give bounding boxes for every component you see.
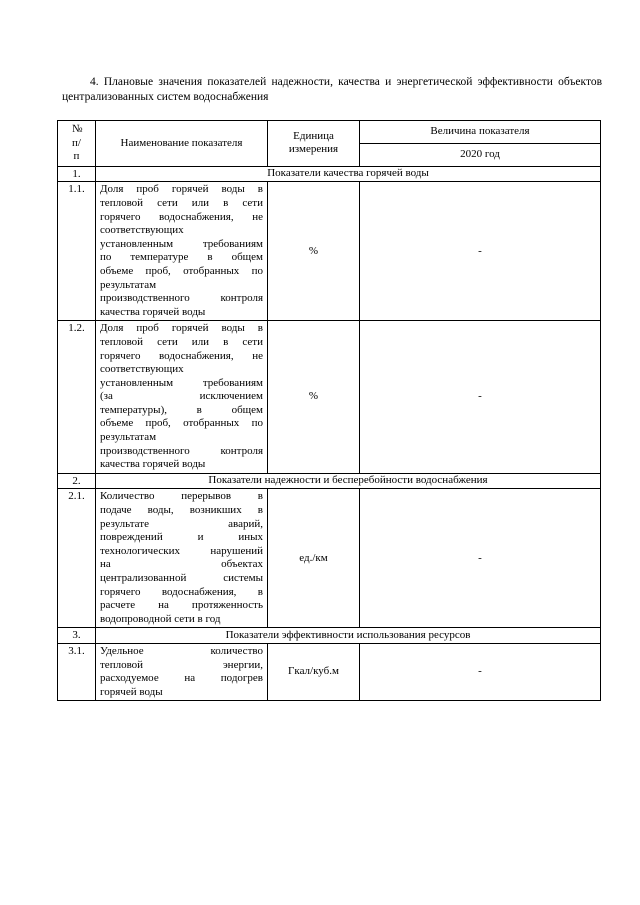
row-unit: % (268, 182, 360, 321)
row-value: - (360, 182, 601, 321)
section-row (58, 473, 601, 489)
row-name (96, 489, 268, 628)
header-unit: Единица измерения (268, 121, 360, 167)
table-row (58, 643, 601, 700)
row-unit: % (268, 321, 360, 474)
row-unit: ед./км (268, 489, 360, 628)
name-line: на объектах (100, 558, 263, 571)
name-line: соответствующих (100, 224, 184, 237)
section-heading-text: 4. Плановые значения показателей надежности, качества и энергетической эффективности объектов централизованных систем водоснабжения (62, 76, 602, 103)
header-year: 2020 год (360, 143, 601, 166)
section-num: 2. (58, 473, 96, 489)
name-line: объеме проб, отобранных по (100, 264, 263, 277)
section-row (58, 166, 601, 182)
row-unit: Гкал/куб.м (268, 643, 360, 700)
name-line: тепловой энергии, (100, 658, 263, 671)
name-line: Удельное количество (100, 644, 263, 657)
table-row (58, 321, 601, 474)
name-line: централизованной системы (100, 572, 263, 584)
name-line: объеме проб, отобранных по (100, 417, 263, 430)
section-row (58, 628, 601, 644)
row-num: 2.1. (58, 489, 96, 628)
name-line: температуры), в общем (100, 403, 263, 416)
name-line: качества горячей воды (100, 458, 206, 471)
header-num: № п/п (58, 121, 96, 167)
section-title: Показатели надежности и бесперебойности водоснабжения (96, 473, 601, 489)
name-line: горячей воды (100, 685, 163, 698)
row-num: 1.1. (58, 182, 96, 321)
name-line: производственного контроля (100, 444, 263, 457)
table-row (58, 182, 601, 321)
section-heading (62, 75, 602, 105)
name-line: качества горячей воды (100, 305, 206, 318)
row-name (96, 182, 268, 321)
name-line: технологических нарушений (100, 544, 263, 557)
name-line: производственного контроля (100, 292, 263, 305)
section-num: 1. (58, 166, 96, 182)
name-line: расходуемое на подогрев (100, 672, 263, 685)
name-line: горячего водоснабжения, не (100, 210, 263, 223)
name-line: результате аварий, (100, 517, 263, 530)
name-line: соответствующих (100, 363, 184, 376)
section-num: 3. (58, 628, 96, 644)
name-line: Доля проб горячей воды в (100, 183, 263, 196)
name-line: установленным требованиям (100, 376, 263, 389)
name-line: (за исключением (100, 390, 263, 403)
name-line: по температуре в общем (100, 251, 263, 264)
name-line: Доля проб горячей воды в (100, 322, 263, 335)
row-name (96, 643, 268, 700)
name-line: горячего водоснабжения, не (100, 349, 263, 362)
table-header-row (58, 121, 601, 144)
header-name: Наименование показателя (96, 121, 268, 167)
name-line: повреждений и иных (100, 531, 263, 544)
row-name (96, 321, 268, 474)
name-line: результатам (100, 431, 157, 444)
indicators-table (57, 120, 601, 701)
row-value: - (360, 321, 601, 474)
row-num: 1.2. (58, 321, 96, 474)
name-line: установленным требованиям (100, 237, 263, 250)
section-title: Показатели качества горячей воды (96, 166, 601, 182)
row-value: - (360, 489, 601, 628)
row-num: 3.1. (58, 643, 96, 700)
section-title: Показатели эффективности использования ресурсов (96, 628, 601, 644)
name-line: тепловой сети или в сети (100, 335, 263, 348)
name-line: тепловой сети или в сети (100, 196, 263, 209)
name-line: подаче воды, возникших в (100, 504, 263, 517)
name-line: горячего водоснабжения, в (100, 585, 263, 598)
row-value: - (360, 643, 601, 700)
name-line: расчете на протяженность (100, 599, 263, 612)
name-line: водопроводной сети в год (100, 612, 221, 625)
header-value-group: Величина показателя (360, 121, 601, 144)
name-line: Количество перерывов в (100, 490, 263, 503)
name-line: результатам (100, 278, 157, 291)
table-row (58, 489, 601, 628)
